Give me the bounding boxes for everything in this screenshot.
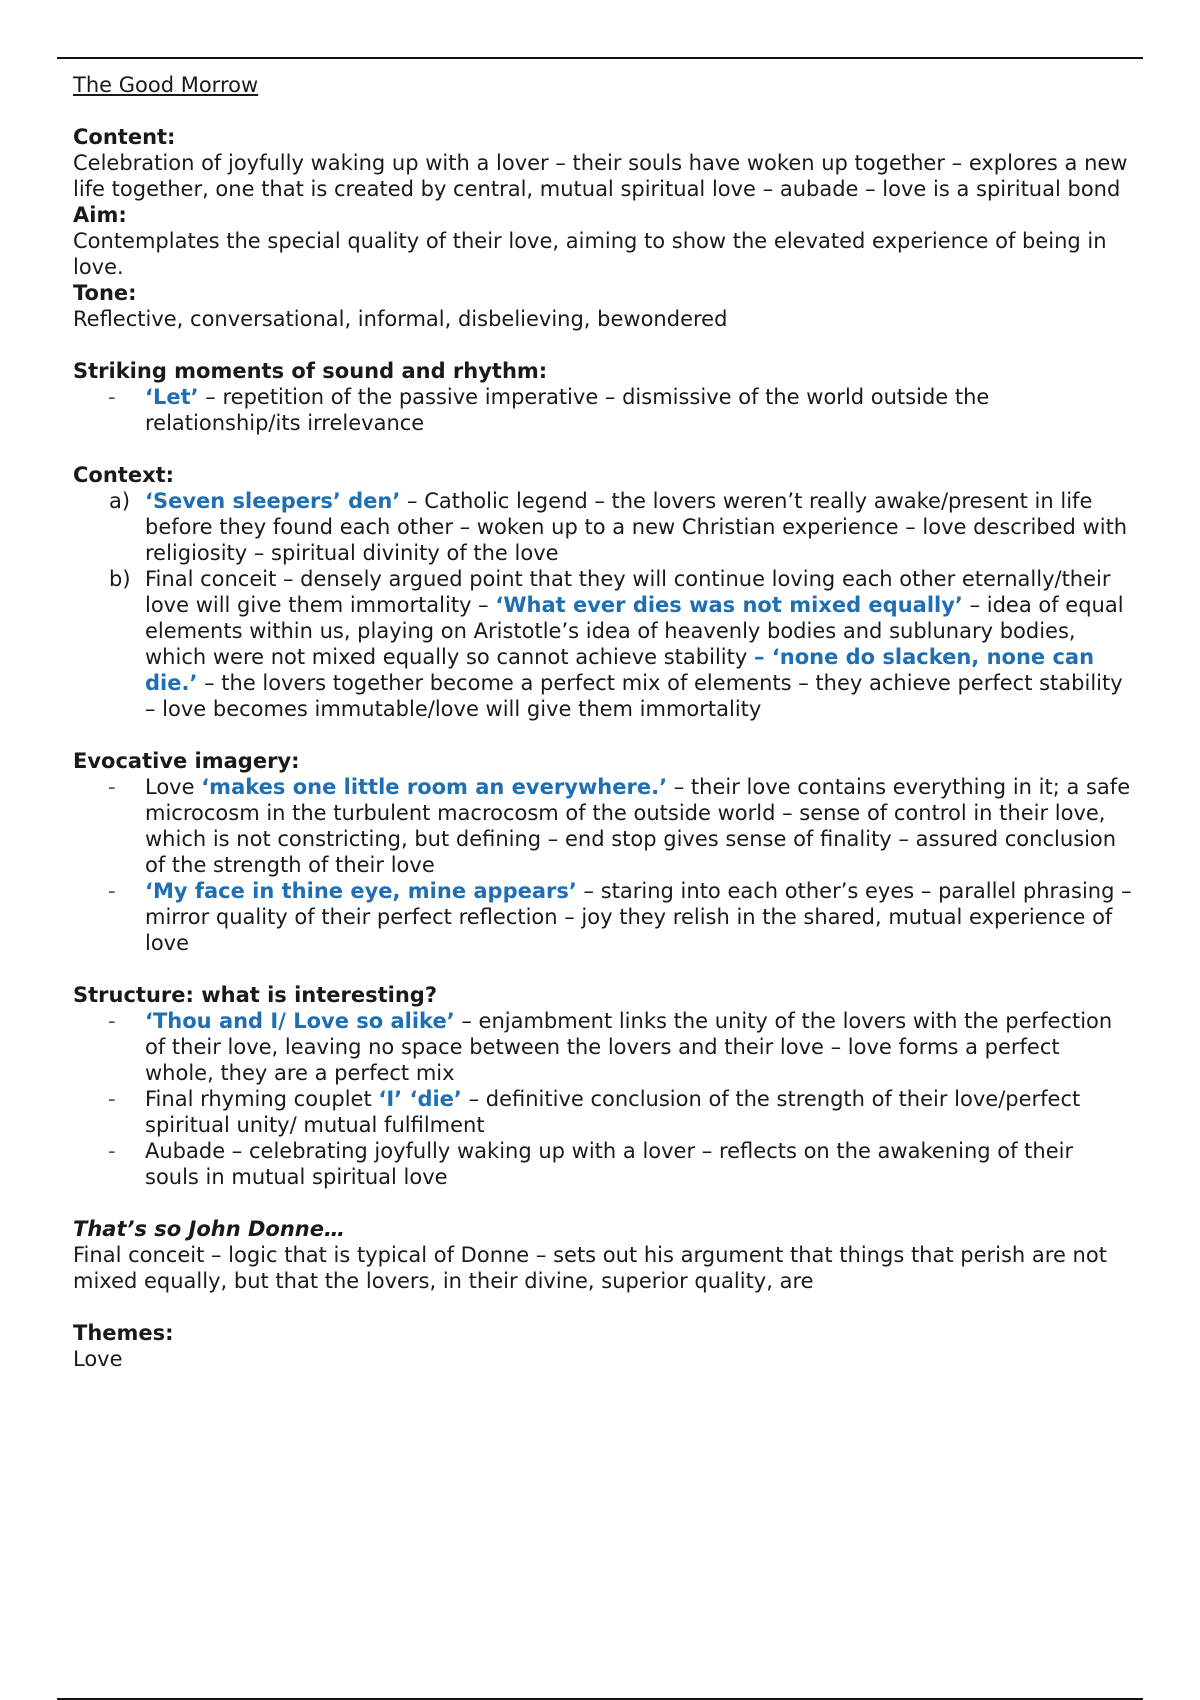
list-item xyxy=(73,566,1133,722)
quote: ‘makes one little room an everywhere.’ xyxy=(201,775,668,799)
top-rule xyxy=(57,57,1143,59)
themes-section xyxy=(73,1320,1133,1372)
quote: ‘My face in thine eye, mine appears’ xyxy=(145,879,577,903)
donne-section xyxy=(73,1216,1133,1294)
themes-heading: Themes: xyxy=(73,1321,174,1345)
themes-text: Love xyxy=(73,1347,123,1371)
donne-heading: That’s so John Donne… xyxy=(73,1217,345,1241)
dash-bullet: - xyxy=(108,1009,116,1033)
analysis-text: Love xyxy=(145,775,202,799)
sound-heading: Striking moments of sound and rhythm: xyxy=(73,359,548,383)
aim-heading: Aim: xyxy=(73,203,127,227)
list-item xyxy=(73,1086,1133,1138)
list-item xyxy=(73,774,1133,878)
content-section xyxy=(73,124,1133,202)
quote: ‘Seven sleepers’ den’ xyxy=(145,489,401,513)
dash-bullet: - xyxy=(108,1087,116,1111)
list-marker: a) xyxy=(109,489,131,513)
content-heading: Content: xyxy=(73,125,176,149)
analysis-text: Final conceit – densely argued point that they will continue loving each other eternally/their love will give them immortality – xyxy=(145,567,1111,617)
analysis-text: – their love contains everything in it; a safe microcosm in the turbulent macrocosm of the outside world – sense of control in their love, which is not constricting, but defining – end stop gives sense of finality – assured conclusion of the strength of their love xyxy=(145,775,1131,877)
content-text: Celebration of joyfully waking up with a lover – their souls have woken up together – explores a new life together, one that is created by central, mutual spiritual love – aubade – love is a spiritual bond xyxy=(73,151,1128,201)
aim-text: Contemplates the special quality of their love, aiming to show the elevated experience of being in love. xyxy=(73,229,1107,279)
document-page xyxy=(73,72,1133,1372)
context-section xyxy=(73,462,1133,722)
quote: ‘Let’ xyxy=(145,385,199,409)
quote: – ‘none do slacken, none can die.’ xyxy=(145,645,1095,695)
quote: ‘Thou and I/ Love so alike’ xyxy=(145,1009,455,1033)
list-item xyxy=(73,1138,1133,1190)
analysis-text: – repetition of the passive imperative – dismissive of the world outside the relationship/its irrelevance xyxy=(145,385,990,435)
dash-bullet: - xyxy=(108,879,116,903)
sound-section xyxy=(73,358,1133,436)
analysis-text: – the lovers together become a perfect mix of elements – they achieve perfect stability – love becomes immutable/love will give them immortality xyxy=(145,671,1123,721)
tone-heading: Tone: xyxy=(73,281,137,305)
list-item xyxy=(73,1008,1133,1086)
dash-bullet: - xyxy=(108,775,116,799)
list-item xyxy=(73,384,1133,436)
imagery-section xyxy=(73,748,1133,956)
structure-list xyxy=(73,1008,1133,1190)
analysis-text: – enjambment links the unity of the lovers with the perfection of their love, leaving no space between the lovers and their love – love forms a perfect whole, they are a perfect mix xyxy=(145,1009,1113,1085)
donne-text: Final conceit – logic that is typical of Donne – sets out his argument that things that perish are not mixed equally, but that the lovers, in their divine, superior quality, are xyxy=(73,1243,1107,1293)
tone-section xyxy=(73,280,1133,332)
context-list xyxy=(73,488,1133,722)
analysis-text: – staring into each other’s eyes – parallel phrasing – mirror quality of their perfect reflection – joy they relish in the shared, mutual experience of love xyxy=(145,879,1132,955)
list-item xyxy=(73,878,1133,956)
quote: ‘What ever dies was not mixed equally’ xyxy=(495,593,963,617)
context-heading: Context: xyxy=(73,463,175,487)
dash-bullet: - xyxy=(108,1139,116,1163)
imagery-list xyxy=(73,774,1133,956)
quote: ‘I’ ‘die’ xyxy=(378,1087,462,1111)
analysis-text: Final rhyming couplet xyxy=(145,1087,379,1111)
analysis-text: – idea of equal elements within us, playing on Aristotle’s idea of heavenly bodies and sublunary bodies, which were not mixed equally so cannot achieve stability xyxy=(145,593,1124,669)
structure-heading: Structure: what is interesting? xyxy=(73,983,438,1007)
list-marker: b) xyxy=(109,567,131,591)
structure-section xyxy=(73,982,1133,1190)
list-item xyxy=(73,488,1133,566)
analysis-text: – Catholic legend – the lovers weren’t really awake/present in life before they found each other – woken up to a new Christian experience – love described with religiosity – spiritual divinity of the love xyxy=(145,489,1128,565)
aim-section xyxy=(73,202,1133,280)
analysis-text: – definitive conclusion of the strength of their love/perfect spiritual unity/ mutual fulfilment xyxy=(145,1087,1081,1137)
document-title: The Good Morrow xyxy=(73,73,259,97)
analysis-text: Aubade – celebrating joyfully waking up with a lover – reflects on the awakening of their souls in mutual spiritual love xyxy=(145,1139,1074,1189)
sound-list xyxy=(73,384,1133,436)
dash-bullet: - xyxy=(108,385,116,409)
imagery-heading: Evocative imagery: xyxy=(73,749,300,773)
tone-text: Reflective, conversational, informal, disbelieving, bewondered xyxy=(73,307,728,331)
